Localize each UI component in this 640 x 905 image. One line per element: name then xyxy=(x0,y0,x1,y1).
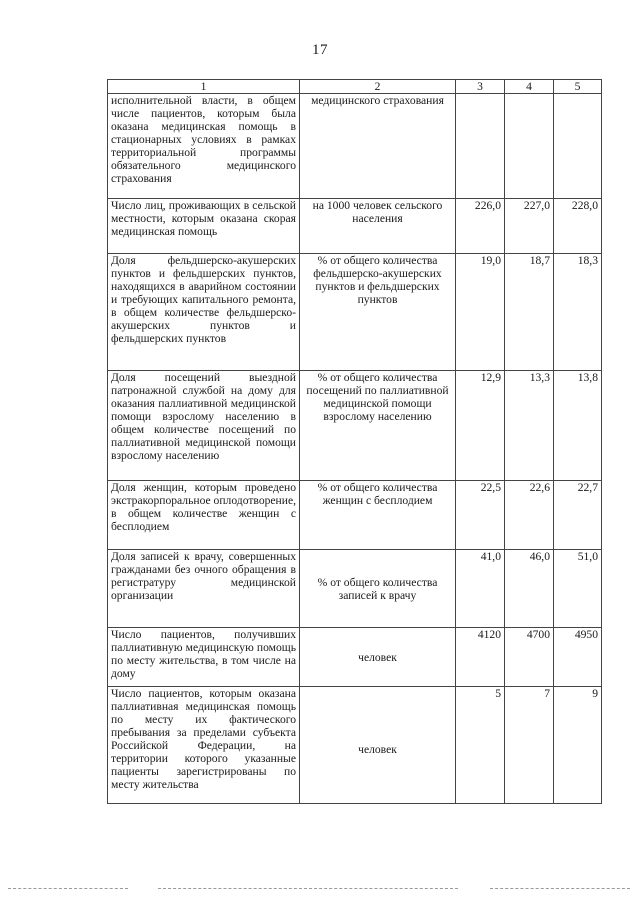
value-cell: 41,0 xyxy=(456,550,505,628)
value-cell xyxy=(554,94,602,199)
value-cell: 46,0 xyxy=(505,550,554,628)
value-cell: 9 xyxy=(554,687,602,804)
column-header: 4 xyxy=(505,80,554,94)
table-row xyxy=(108,94,602,199)
value-cell: 51,0 xyxy=(554,550,602,628)
unit-cell: медицинского страхования xyxy=(300,94,456,199)
indicator-cell: Число пациентов, получивших паллиативную медицинскую помощь по месту жительства, в том числе на дому xyxy=(108,628,300,687)
table-row xyxy=(108,687,602,804)
footer-rule-middle xyxy=(158,888,458,889)
value-cell xyxy=(456,94,505,199)
value-cell: 22,7 xyxy=(554,481,602,550)
page-number: 17 xyxy=(312,42,328,58)
table-header-row xyxy=(108,80,602,94)
value-cell: 7 xyxy=(505,687,554,804)
table-row xyxy=(108,371,602,481)
value-cell xyxy=(505,94,554,199)
indicator-cell: исполнительной власти, в общем числе пациентов, которым была оказана медицинская помощь в стационарных условиях в рамках территориальной программы обязательного медицинского страхования xyxy=(108,94,300,199)
value-cell: 5 xyxy=(456,687,505,804)
indicator-cell: Доля посещений выездной патронажной службой на дому для оказания паллиативной медицинской помощи взрослому населению в общем количестве посещений по паллиативной медицинской помощи взрослому населению xyxy=(108,371,300,481)
table-row xyxy=(108,199,602,254)
value-cell: 12,9 xyxy=(456,371,505,481)
unit-cell: % от общего количества посещений по паллиативной медицинской помощи взрослому населению xyxy=(300,371,456,481)
footer-rule-left xyxy=(8,888,128,889)
column-header: 5 xyxy=(554,80,602,94)
value-cell: 18,3 xyxy=(554,254,602,371)
table-row xyxy=(108,550,602,628)
footer-rule-right xyxy=(490,888,630,889)
unit-cell: на 1000 человек сельского населения xyxy=(300,199,456,254)
value-cell: 22,5 xyxy=(456,481,505,550)
value-cell: 228,0 xyxy=(554,199,602,254)
table-row xyxy=(108,481,602,550)
value-cell: 4120 xyxy=(456,628,505,687)
unit-cell: % от общего количества женщин с бесплодием xyxy=(300,481,456,550)
unit-cell: % от общего количества записей к врачу xyxy=(300,550,456,628)
column-header: 3 xyxy=(456,80,505,94)
indicator-cell: Доля записей к врачу, совершенных гражданами без очного обращения в регистратуру медицинской организации xyxy=(108,550,300,628)
unit-cell: человек xyxy=(300,687,456,804)
indicator-cell: Число лиц, проживающих в сельской местности, которым оказана скорая медицинская помощь xyxy=(108,199,300,254)
value-cell: 227,0 xyxy=(505,199,554,254)
indicator-cell: Доля фельдшерско-акушерских пунктов и фельдшерских пунктов, находящихся в аварийном состоянии и требующих капитального ремонта, в общем количестве фельдшерско-акушерских пунктов и фельдшерских пунктов xyxy=(108,254,300,371)
value-cell: 4950 xyxy=(554,628,602,687)
column-header: 2 xyxy=(300,80,456,94)
indicators-table xyxy=(107,79,602,804)
indicator-cell: Доля женщин, которым проведено экстракорпоральное оплодотворение, в общем количестве женщин с бесплодием xyxy=(108,481,300,550)
unit-cell: человек xyxy=(300,628,456,687)
indicator-cell: Число пациентов, которым оказана паллиативная медицинская помощь по месту их фактического пребывания за пределами субъекта Российской Федерации, на территории которого указанные пациенты зарегистрированы по месту жительства xyxy=(108,687,300,804)
value-cell: 13,3 xyxy=(505,371,554,481)
unit-cell: % от общего количества фельдшерско-акушерских пунктов и фельдшерских пунктов xyxy=(300,254,456,371)
value-cell: 13,8 xyxy=(554,371,602,481)
table-row xyxy=(108,254,602,371)
value-cell: 18,7 xyxy=(505,254,554,371)
value-cell: 19,0 xyxy=(456,254,505,371)
table-row xyxy=(108,628,602,687)
value-cell: 22,6 xyxy=(505,481,554,550)
value-cell: 4700 xyxy=(505,628,554,687)
value-cell: 226,0 xyxy=(456,199,505,254)
column-header: 1 xyxy=(108,80,300,94)
